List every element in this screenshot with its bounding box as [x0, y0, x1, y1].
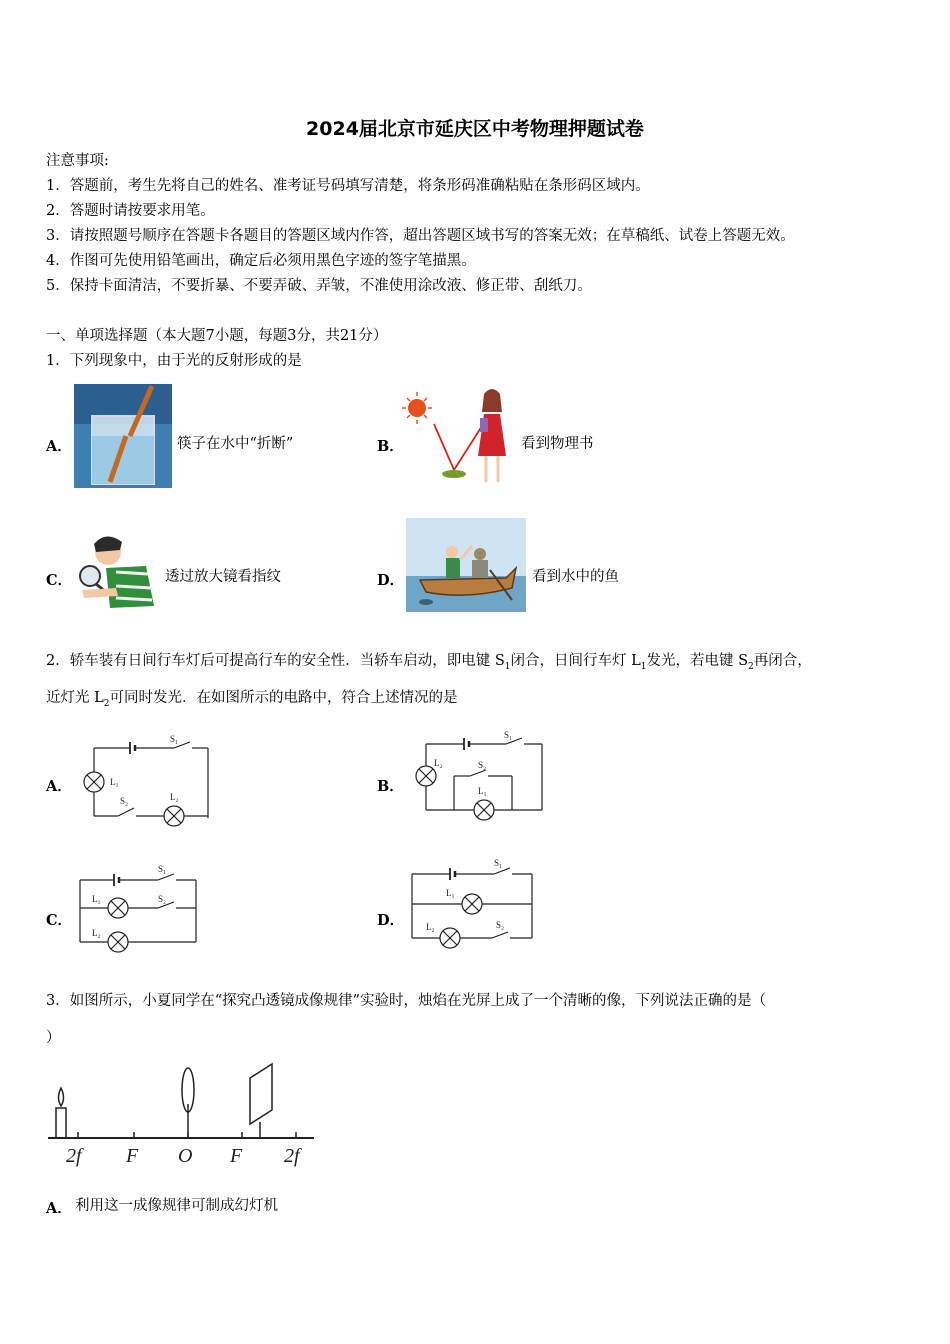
label-s2: S₂ [478, 760, 487, 770]
q1-option-b-letter: B． [377, 438, 404, 455]
label-s1: S₁ [158, 864, 167, 874]
convex-lens-experiment-diagram [44, 1056, 320, 1170]
note-item: 4．作图可先使用铅笔画出，确定后必须用黑色字迹的签字笔描黑。 [46, 253, 476, 269]
boat-fishing-image [406, 518, 526, 612]
notes-heading: 注意事项: [46, 153, 109, 169]
q2-option-a-letter: A． [46, 778, 72, 795]
q1-option-d-text: 看到水中的鱼 [532, 569, 619, 585]
q2-option-d-letter: D． [377, 912, 405, 929]
q1-option-c-letter: C． [46, 572, 73, 589]
q2-option-c-letter: C． [46, 912, 73, 929]
label-s2: S₂ [158, 894, 167, 904]
label-s1: S₁ [170, 734, 179, 744]
q1-stem: 1．下列现象中，由于光的反射形成的是 [46, 353, 302, 369]
circuit-diagram-a [78, 730, 212, 828]
label-s2: S₂ [496, 920, 505, 930]
q2-option-b-letter: B． [377, 778, 404, 795]
q3-stem-end: ） [46, 1030, 61, 1046]
page-title: 2024届北京市延庆区中考物理押题试卷 [306, 118, 644, 140]
q3-option-a-letter: A． [46, 1200, 72, 1217]
circuit-diagram-d [406, 854, 538, 954]
label-l2: L₂ [170, 792, 179, 802]
q3-option-a-text: 利用这一成像规律可制成幻灯机 [75, 1198, 278, 1214]
chopstick-in-water-image [74, 384, 172, 488]
boy-with-magnifier-image [76, 530, 160, 610]
label-l1: L₁ [92, 894, 101, 904]
label-s2: S₂ [120, 796, 129, 806]
note-item: 1．答题前，考生先将自己的姓名、准考证号码填写清楚，将条形码准确粘贴在条形码区域内。 [46, 178, 650, 194]
q1-option-c-text: 透过放大镜看指纹 [165, 569, 281, 585]
label-l2: L₂ [434, 758, 443, 768]
axis-label-f-left: F [126, 1145, 139, 1167]
q2-stem-line1: 2．轿车装有日间行车灯后可提高行车的安全性．当轿车启动，即电键 $S_1$闭合，日间行车灯 $L_1$发光，若电键 $S_2$再闭合， [46, 653, 812, 672]
axis-label-2f-left: 2f [66, 1145, 82, 1167]
girl-reading-book-image [402, 386, 517, 488]
label-l1: L₁ [478, 786, 487, 796]
q1-option-a-text: 筷子在水中“折断” [177, 436, 294, 452]
q1-option-b-text: 看到物理书 [521, 436, 594, 452]
note-item: 3．请按照题号顺序在答题卡各题目的答题区域内作答，超出答题区域书写的答案无效；在草稿纸、试卷上答题无效。 [46, 228, 795, 244]
axis-label-f-right: F [230, 1145, 243, 1167]
label-s1: S₁ [494, 858, 503, 868]
circuit-diagram-c [74, 858, 202, 960]
q1-option-a-letter: A． [46, 438, 72, 455]
q2-stem-line2: 近灯光 $L_2$可同时发光．在如图所示的电路中，符合上述情况的是 [46, 690, 458, 709]
note-item: 5．保持卡面清洁，不要折暴、不要弄破、弄皱，不准使用涂改液、修正带、刮纸刀。 [46, 278, 592, 294]
label-l1: L₁ [110, 777, 119, 787]
circuit-diagram-b [408, 726, 548, 826]
axis-label-2f-right: 2f [284, 1145, 300, 1167]
section-heading: 一、单项选择题（本大题7小题，每题3分，共21分） [46, 328, 388, 344]
axis-label-o: O [178, 1145, 193, 1167]
q3-stem: 3．如图所示，小夏同学在“探究凸透镜成像规律”实验时，烛焰在光屏上成了一个清晰的像，下列说法正确的是（ [46, 993, 767, 1009]
label-l1: L₁ [446, 888, 455, 898]
q1-option-d-letter: D． [377, 572, 405, 589]
label-l2: L₂ [92, 928, 101, 938]
label-s1: S₁ [504, 730, 513, 740]
note-item: 2．答题时请按要求用笔。 [46, 203, 215, 219]
label-l2: L₂ [426, 922, 435, 932]
